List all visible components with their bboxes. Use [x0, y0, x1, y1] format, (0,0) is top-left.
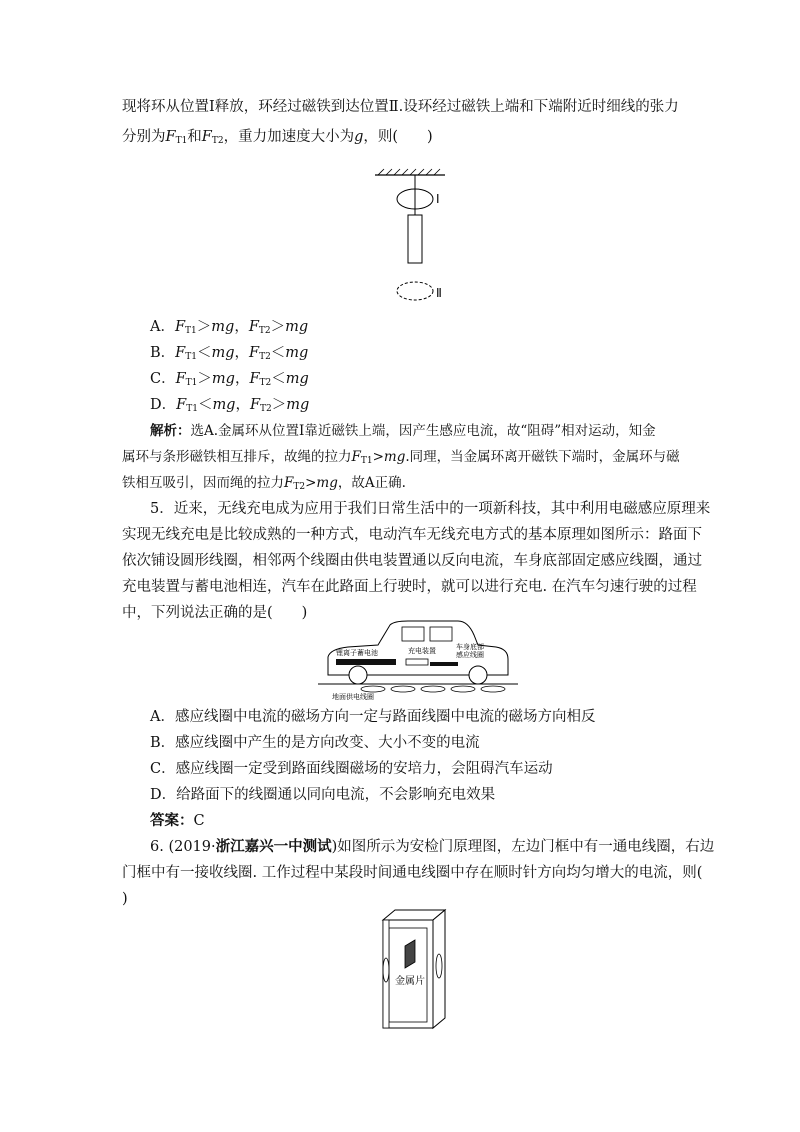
fig-metal-label: 金属片 — [395, 976, 425, 987]
q4-option-b: B．$F_{T1}<mg$，$F_{T2}<mg$ — [150, 345, 309, 362]
fig-charger-label: 充电装置 — [408, 647, 436, 655]
q5-stem-line5: 中，下列说法正确的是( ) — [122, 605, 308, 621]
q5-stem-line2: 实现无线充电是比较成熟的一种方式，电动汽车无线充电方式的基本原理如图所示：路面下 — [122, 527, 702, 543]
q6-stem-line1: 6. (2019·浙江嘉兴一中测试)如图所示为安检门原理图，左边门框中有一通电线圈，右边 — [150, 838, 715, 855]
fig-label-1: Ⅰ — [436, 192, 440, 206]
q5-option-d: D．给路面下的线圈通以同向电流，不会影响充电效果 — [150, 787, 496, 803]
fig-ground-label: 地面供电线圈 — [332, 693, 374, 700]
q4-analysis-line2: 属环与条形磁铁相互排斥，故绳的拉力$F_{T1}>mg$.同理，当金属环离开磁铁下端时，金属环与磁 — [122, 449, 680, 466]
q4-analysis-line3: 铁相互吸引，因而绳的拉力$F_{T2}>mg$，故A正确. — [122, 475, 406, 492]
q4-stem-line1: 现将环从位置Ⅰ释放，环经过磁铁到达位置Ⅱ.设环经过磁铁上端和下端附近时细线的张力 — [122, 99, 679, 115]
q5-option-b: B．感应线圈中产生的是方向改变、大小不变的电流 — [150, 735, 480, 751]
q5-stem-line4: 充电装置与蓄电池相连，汽车在此路面上行驶时，就可以进行充电. 在汽车匀速行驶的过程 — [122, 579, 697, 595]
security-gate-figure — [375, 908, 465, 1033]
fig-coil-label-top: 车身底部 — [456, 643, 484, 651]
q4-stem-line2: 分别为$F_{T1}$和$F_{T2}$，重力加速度大小为g，则( ) — [122, 129, 433, 146]
q4-option-c: C．$F_{T1}>mg$，$F_{T2}<mg$ — [150, 371, 309, 388]
q6-stem-line3: ) — [122, 891, 128, 907]
fig-coil-label-bottom: 感应线圈 — [456, 651, 484, 659]
q5-answer: 答案：C — [150, 812, 205, 829]
car-charging-figure — [318, 615, 518, 700]
q5-stem-line1: 5．近来，无线充电成为应用于我们日常生活中的一项新科技，其中利用电磁感应原理来 — [150, 501, 711, 517]
fig-battery-label: 锂离子蓄电池 — [336, 649, 378, 657]
q5-option-a: A．感应线圈中电流的磁场方向一定与路面线圈中电流的磁场方向相反 — [150, 709, 596, 725]
q4-analysis-line1: 解析：选A.金属环从位置Ⅰ靠近磁铁上端，因产生感应电流，故“阻碍”相对运动，知金 — [150, 423, 656, 439]
q5-stem-line3: 依次铺设圆形线圈，相邻两个线圈由供电装置通以反向电流，车身底部固定感应线圈，通过 — [122, 553, 702, 569]
q4-option-a: A．$F_{T1}>mg$，$F_{T2}>mg$ — [150, 319, 309, 336]
fig-label-2: Ⅱ — [436, 286, 442, 300]
q5-option-c: C．感应线圈一定受到路面线圈磁场的安培力，会阻碍汽车运动 — [150, 761, 553, 777]
q6-stem-line2: 门框中有一接收线圈. 工作过程中某段时间通电线圈中存在顺时针方向均匀增大的电流，则( — [122, 865, 703, 881]
ring-magnet-figure — [360, 165, 460, 305]
q4-option-d: D．$F_{T1}<mg$，$F_{T2}>mg$ — [150, 397, 310, 414]
